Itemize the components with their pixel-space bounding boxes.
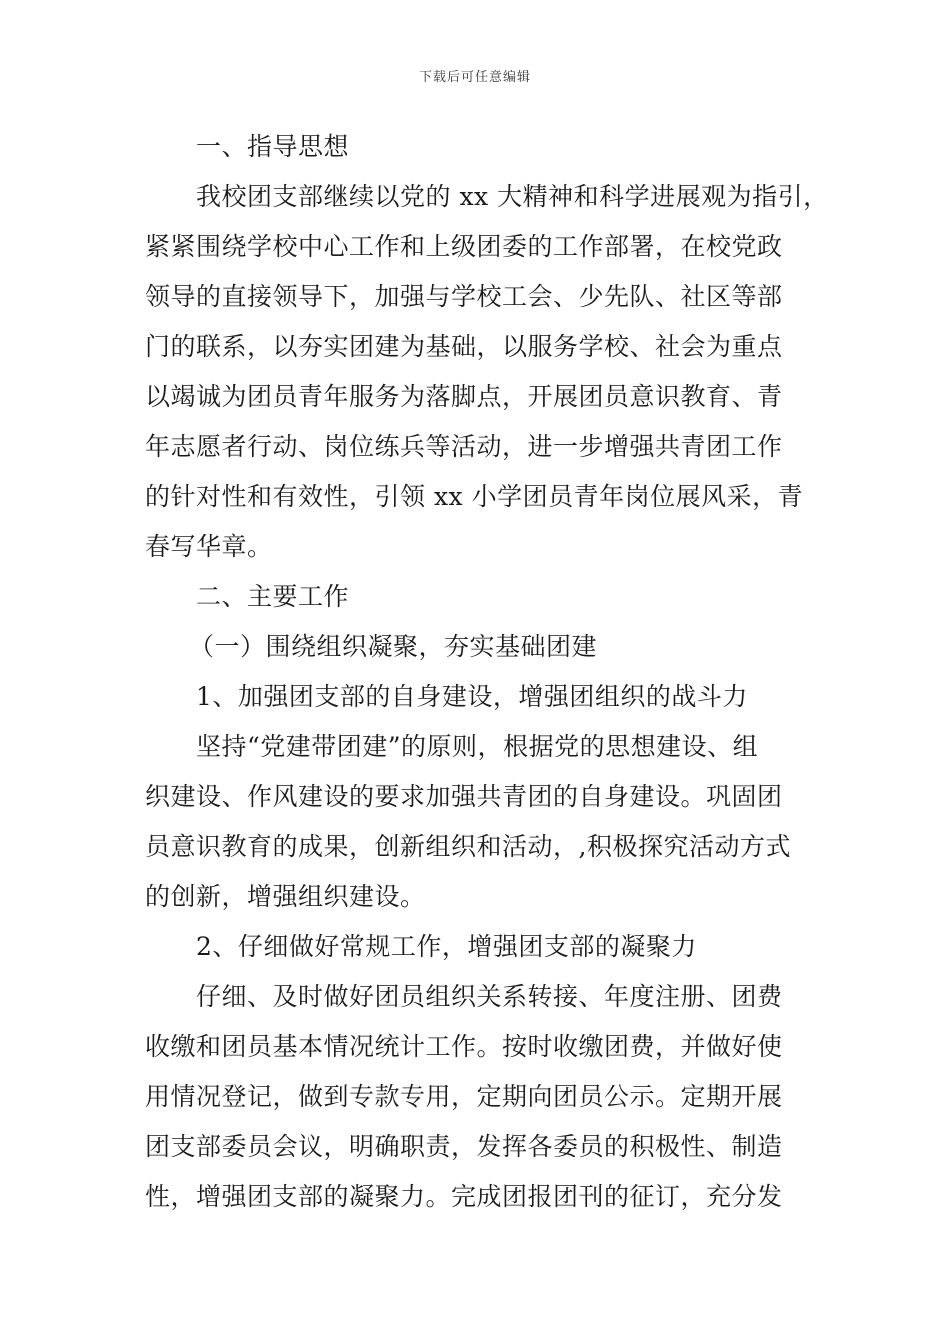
text-line: 以竭诚为团员青年服务为落脚点，开展团员意识教育、青	[145, 382, 783, 411]
text-line: 我校团支部继续以党的 xx 大精神和科学进展观为指引，	[196, 182, 829, 211]
text-line: 性，增强团支部的凝聚力。完成团报团刊的征订，充分发	[145, 1182, 783, 1211]
text-line: 织建设、作风建设的要求加强共青团的自身建设。巩固团	[145, 782, 783, 811]
text-line: 领导的直接领导下，加强与学校工会、少先队、社区等部	[145, 282, 783, 311]
text-line: 员意识教育的成果，创新组织和活动，,积极探究活动方式	[145, 832, 791, 861]
page-header: 下载后可任意编辑	[418, 70, 531, 85]
text-line: 团支部委员会议，明确职责，发挥各委员的积极性、制造	[145, 1132, 783, 1161]
text-line: 2、仔细做好常规工作，增强团支部的凝聚力	[196, 932, 697, 961]
document-body	[145, 122, 829, 1222]
text-line: 仔细、及时做好团员组织关系转接、年度注册、团费	[196, 982, 783, 1011]
text-line: （一）围绕组织凝聚，夯实基础团建	[189, 632, 598, 661]
text-line: 1、加强团支部的自身建设，增强团组织的战斗力	[196, 682, 748, 711]
text-line: 收缴和团员基本情况统计工作。按时收缴团费，并做好使	[145, 1032, 783, 1061]
text-line: 的创新，增强组织建设。	[145, 882, 426, 911]
text-line: 的针对性和有效性，引领 xx 小学团员青年岗位展风采，青	[145, 482, 804, 511]
text-line: 春写华章。	[145, 532, 273, 561]
text-line: 紧紧围绕学校中心工作和上级团委的工作部署，在校党政	[145, 232, 783, 261]
text-line: 门的联系，以夯实团建为基础，以服务学校、社会为重点	[145, 332, 783, 361]
text-line: 坚持“党建带团建”的原则，根据党的思想建设、组	[196, 732, 759, 761]
text-line: 二、主要工作	[196, 582, 350, 611]
text-line: 年志愿者行动、岗位练兵等活动，进一步增强共青团工作	[145, 432, 783, 461]
text-line: 用情况登记，做到专款专用，定期向团员公示。定期开展	[145, 1082, 783, 1111]
text-line: 一、指导思想	[196, 132, 350, 161]
